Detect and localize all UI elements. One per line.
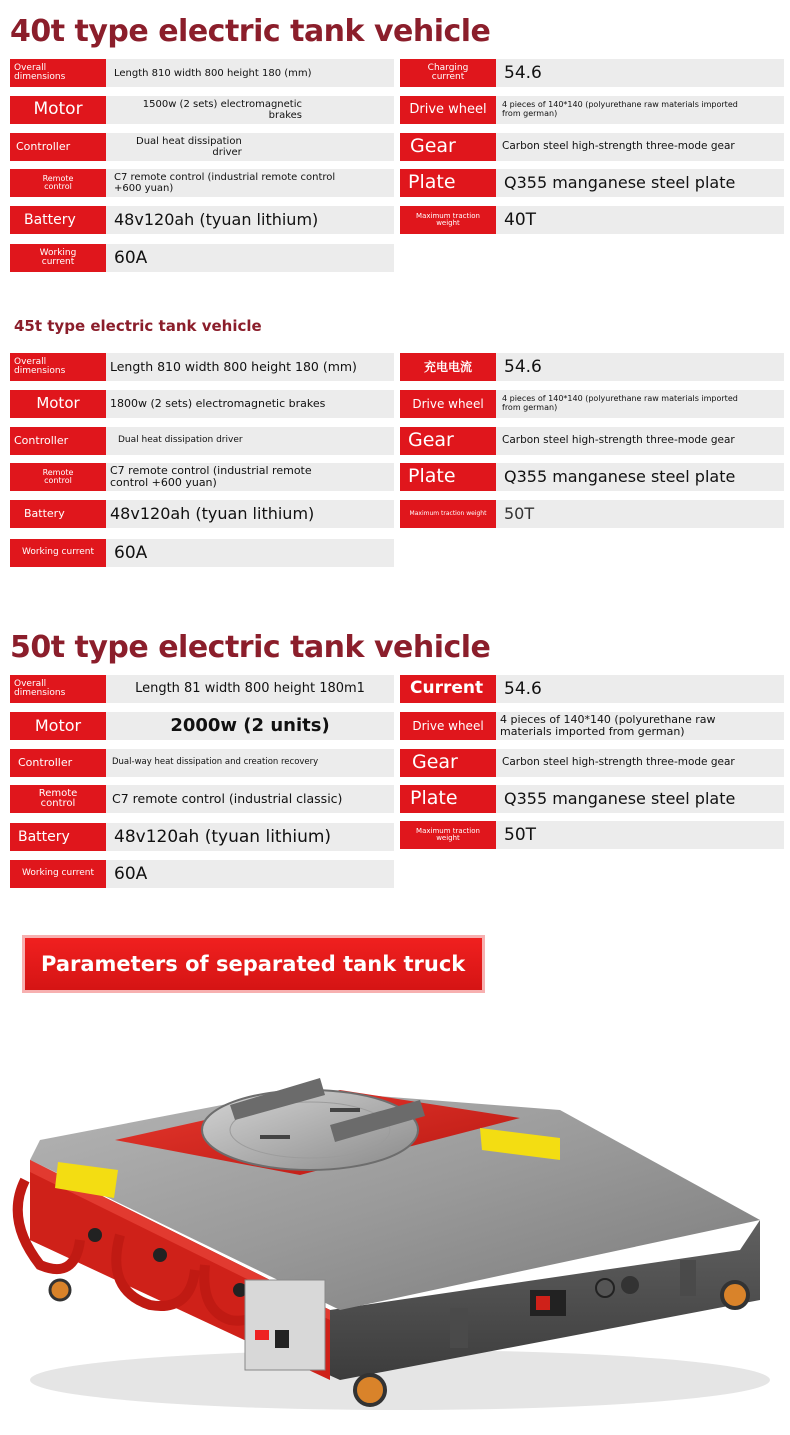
spec-row [400, 427, 784, 455]
spec-label: Remote control [10, 463, 106, 491]
spec-label: Maximum traction weight [400, 821, 496, 849]
spec-row [10, 244, 394, 272]
spec-row [10, 785, 394, 813]
spec-row [400, 133, 784, 161]
spec-row [400, 749, 784, 777]
spec-value: 1800w (2 sets) electromagnetic brakes [106, 390, 394, 418]
spec-value: Carbon steel high-strength three-mode gear [496, 427, 784, 455]
spec-label: Drive wheel [400, 712, 496, 740]
spec-row [400, 96, 784, 124]
spec-row [400, 675, 784, 703]
section-title-50t: 50t type electric tank vehicle [10, 630, 491, 665]
spec-value: 54.6 [496, 353, 784, 381]
spec-value: C7 remote control (industrial remote control +600 yuan) [106, 169, 394, 197]
spec-row [400, 785, 784, 813]
spec-value: Carbon steel high-strength three-mode gear [496, 133, 784, 161]
parameters-banner: Parameters of separated tank truck [22, 935, 485, 993]
spec-row [10, 59, 394, 87]
spec-value: 48v120ah (tyuan lithium) [106, 500, 394, 528]
spec-label: Plate [400, 169, 496, 197]
spec-row [10, 500, 394, 528]
spec-label: 充电电流 [400, 353, 496, 381]
spec-row [10, 712, 394, 740]
spec-value: 4 pieces of 140*140 (polyurethane raw materials imported from german) [496, 390, 784, 418]
spec-value: Dual heat dissipation driver [106, 133, 394, 161]
spec-row [10, 133, 394, 161]
spec-row [10, 169, 394, 197]
spec-value: 4 pieces of 140*140 (polyurethane raw materials imported from german) [496, 96, 784, 124]
spec-label: Overall dimensions [10, 59, 106, 87]
spec-row [10, 96, 394, 124]
spec-label: Working current [10, 539, 106, 567]
spec-row [10, 427, 394, 455]
section-title-40t: 40t type electric tank vehicle [10, 14, 491, 49]
spec-label: Gear [400, 133, 496, 161]
spec-value: Dual heat dissipation driver [106, 427, 394, 455]
spec-value: Carbon steel high-strength three-mode gear [496, 749, 784, 777]
spec-value: 54.6 [496, 59, 784, 87]
spec-label: Motor [10, 390, 106, 418]
spec-value: Dual-way heat dissipation and creation recovery [106, 749, 394, 777]
electric-tank-vehicle-icon [0, 1050, 790, 1435]
spec-label: Battery [10, 823, 106, 851]
spec-label: Motor [10, 712, 106, 740]
spec-label: Controller [10, 427, 106, 455]
spec-value: 50T [496, 821, 784, 849]
spec-row [400, 390, 784, 418]
spec-label: Gear [400, 427, 496, 455]
spec-row [400, 821, 784, 849]
spec-value: Length 810 width 800 height 180 (mm) [106, 353, 394, 381]
spec-value: 48v120ah (tyuan lithium) [106, 206, 394, 234]
spec-label: Motor [10, 96, 106, 124]
spec-row [10, 749, 394, 777]
spec-label: Working current [10, 860, 106, 888]
spec-value: 60A [106, 860, 394, 888]
spec-value: 4 pieces of 140*140 (polyurethane raw materials imported from german) [496, 712, 784, 740]
spec-label: Working current [10, 244, 106, 272]
spec-value: Length 81 width 800 height 180m1 [106, 675, 394, 703]
spec-label: Charging current [400, 59, 496, 87]
spec-value: 2000w (2 units) [106, 712, 394, 740]
spec-label: Drive wheel [400, 96, 496, 124]
spec-value: 40T [496, 206, 784, 234]
spec-row [400, 206, 784, 234]
spec-value: 54.6 [496, 675, 784, 703]
spec-row [10, 675, 394, 703]
spec-row [10, 206, 394, 234]
section-title-45t: 45t type electric tank vehicle [14, 317, 262, 335]
spec-label: Plate [400, 463, 496, 491]
spec-row [400, 59, 784, 87]
spec-value: C7 remote control (industrial classic) [106, 785, 394, 813]
spec-value: C7 remote control (industrial remote control +600 yuan) [106, 463, 394, 491]
spec-row [10, 463, 394, 491]
spec-label: Current [400, 675, 496, 703]
spec-value: 60A [106, 244, 394, 272]
spec-label: Maximum traction weight [400, 500, 496, 528]
spec-label: Plate [400, 785, 496, 813]
spec-label: Battery [10, 206, 106, 234]
spec-row [10, 390, 394, 418]
spec-row [10, 539, 394, 567]
spec-label: Overall dimensions [10, 675, 106, 703]
spec-row [10, 823, 394, 851]
spec-row [10, 860, 394, 888]
spec-value: 50T [496, 500, 784, 528]
spec-value: 48v120ah (tyuan lithium) [106, 823, 394, 851]
spec-label: Remote control [10, 785, 106, 813]
spec-label: Controller [10, 133, 106, 161]
spec-value: Q355 manganese steel plate [496, 169, 784, 197]
spec-row [400, 500, 784, 528]
spec-label: Gear [400, 749, 496, 777]
spec-row [400, 353, 784, 381]
spec-label: Maximum traction weight [400, 206, 496, 234]
spec-value: Length 810 width 800 height 180 (mm) [106, 59, 394, 87]
spec-label: Remote control [10, 169, 106, 197]
spec-value: Q355 manganese steel plate [496, 463, 784, 491]
spec-label: Overall dimensions [10, 353, 106, 381]
spec-label: Drive wheel [400, 390, 496, 418]
spec-value: 1500w (2 sets) electromagnetic brakes [106, 96, 394, 124]
spec-row [400, 169, 784, 197]
spec-label: Battery [10, 500, 106, 528]
spec-label: Controller [10, 749, 106, 777]
spec-row [400, 463, 784, 491]
spec-row [10, 353, 394, 381]
spec-value: Q355 manganese steel plate [496, 785, 784, 813]
spec-value: 60A [106, 539, 394, 567]
spec-row [400, 712, 784, 740]
